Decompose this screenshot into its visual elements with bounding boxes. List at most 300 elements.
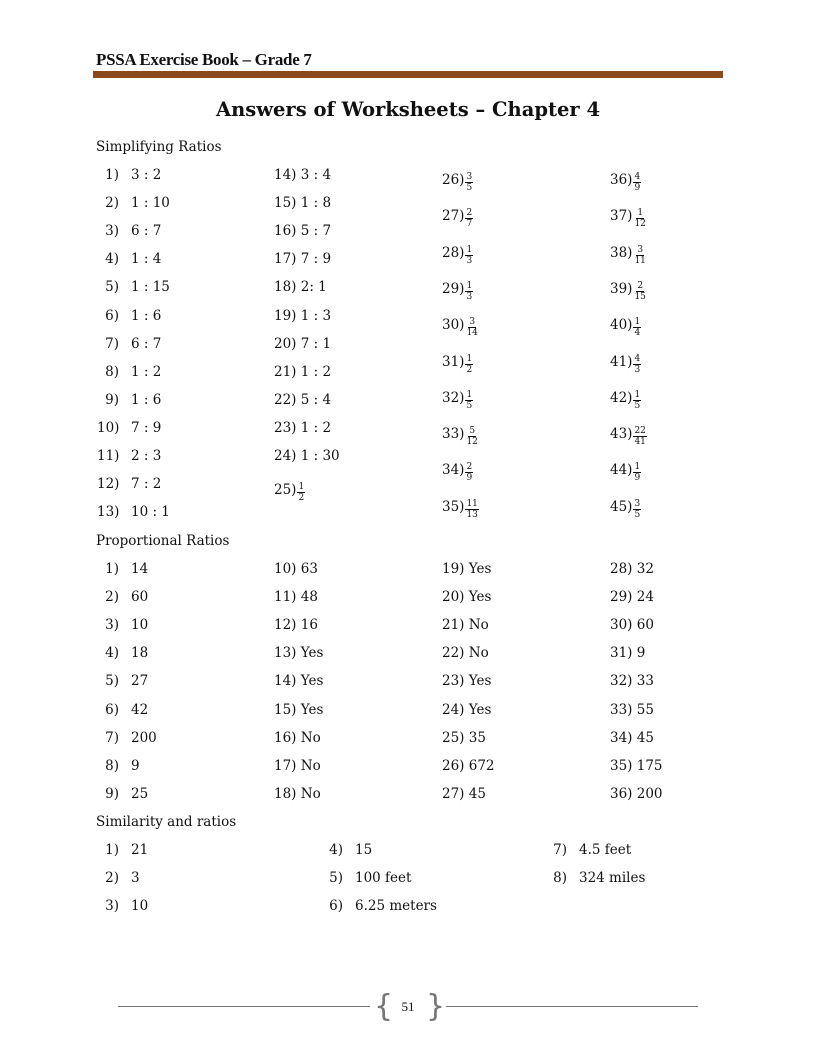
answer-number: 3): [105, 617, 119, 634]
answer-number: 6): [105, 701, 119, 718]
answer-fraction: [465, 354, 473, 375]
answer-item: [97, 617, 148, 633]
answer-item: [274, 308, 331, 324]
answer-value: Yes: [468, 589, 492, 606]
fraction-numerator: 2: [466, 208, 473, 219]
answer-item: [97, 561, 148, 577]
answer-value: 48: [300, 589, 318, 606]
answer-value: 9: [131, 757, 140, 774]
answer-number: 17): [274, 251, 297, 268]
answer-value: 1 : 30: [300, 448, 340, 464]
answer-item: [97, 673, 148, 689]
fraction-denominator: 9: [634, 183, 641, 193]
fraction-numerator: 3: [637, 244, 644, 255]
answer-value: No: [468, 645, 489, 662]
answer-value: 33: [636, 673, 654, 690]
answer-fraction: [633, 354, 641, 375]
answer-item: [97, 195, 170, 211]
answer-value: 3: [131, 870, 140, 887]
fraction-numerator: 3: [466, 172, 473, 182]
answer-number: 18): [274, 785, 297, 802]
answer-value: 63: [300, 561, 318, 577]
fraction-numerator: 4: [634, 353, 641, 364]
answer-number: 28): [610, 561, 633, 577]
answer-number: 11): [274, 589, 297, 606]
answer-item: [442, 170, 473, 191]
answer-item: [442, 388, 473, 409]
answer-value: 1 : 6: [131, 307, 162, 324]
answer-item: [321, 842, 372, 858]
answer-number: 19): [274, 307, 297, 324]
footer-left-bracket-icon: {: [374, 989, 394, 1024]
answer-fraction: [633, 499, 641, 520]
answer-value: 21: [131, 842, 149, 858]
fraction-numerator: 2: [466, 462, 473, 473]
answer-item: [97, 251, 161, 267]
fraction-denominator: 11: [634, 255, 646, 266]
answer-number: 12): [97, 476, 120, 493]
answer-item: [442, 758, 495, 774]
answer-number: 5): [105, 673, 119, 690]
answer-value: Yes: [300, 673, 324, 690]
answer-number: 2): [105, 870, 119, 887]
answer-number: 39): [610, 280, 633, 297]
answer-number: 3): [105, 898, 119, 915]
fraction-numerator: 1: [466, 353, 473, 364]
section-title-proportional: Proportional Ratios: [96, 533, 230, 549]
footer-right-bracket-icon: }: [426, 989, 446, 1024]
answer-item: [321, 898, 437, 914]
answer-number: 21): [442, 617, 465, 634]
fraction-denominator: 15: [634, 291, 646, 302]
fraction-denominator: 7: [466, 219, 473, 230]
answer-value: 7 : 1: [300, 335, 332, 352]
answer-value: 16: [300, 617, 318, 634]
answer-item: [97, 758, 140, 774]
answer-number: 13): [274, 645, 297, 662]
answer-item: [97, 589, 148, 605]
answer-value: 3 : 2: [131, 167, 162, 183]
answer-item: [610, 617, 654, 633]
fraction-denominator: 3: [466, 255, 473, 266]
answer-item: [442, 645, 489, 661]
answer-item: [545, 842, 631, 858]
answer-value: 5 : 4: [300, 391, 332, 408]
answer-item: [274, 702, 323, 718]
answer-value: 14: [131, 561, 149, 577]
answer-value: 5 : 7: [300, 223, 332, 240]
answer-value: 55: [636, 701, 654, 718]
answer-item: [274, 336, 331, 352]
answer-fraction: [465, 390, 473, 411]
answer-item: [274, 645, 323, 661]
answer-value: 1 : 2: [300, 419, 332, 436]
answer-item: [442, 497, 479, 518]
answer-number: 30): [610, 617, 633, 634]
section-title-simplifying: Simplifying Ratios: [96, 139, 222, 155]
answer-item: [274, 480, 305, 501]
answer-fraction: [465, 317, 478, 338]
answer-fraction: [633, 317, 641, 338]
answer-number: 38): [610, 244, 633, 261]
answer-fraction: [465, 499, 478, 520]
fraction-denominator: 14: [466, 328, 478, 339]
answer-item: [274, 786, 321, 802]
answer-number: 8): [105, 757, 119, 774]
answer-value: 35: [468, 729, 486, 746]
answer-item: [97, 476, 161, 492]
fraction-numerator: 1: [298, 482, 305, 492]
answer-value: 324 miles: [579, 870, 646, 887]
answer-fraction: [633, 208, 646, 229]
answer-number: 20): [442, 589, 465, 606]
answer-item: [274, 758, 321, 774]
answer-number: 37): [610, 208, 633, 225]
answer-item: [274, 673, 323, 689]
answer-value: 45: [636, 729, 654, 746]
answer-value: 25: [131, 785, 149, 802]
fraction-numerator: 1: [466, 280, 473, 291]
answer-value: Yes: [468, 701, 492, 718]
fraction-numerator: 1: [634, 389, 641, 400]
answer-fraction: [633, 462, 641, 483]
answer-number: 8): [105, 363, 119, 380]
answer-number: 18): [274, 279, 297, 296]
answer-number: 25): [274, 482, 297, 498]
answer-value: 18: [131, 645, 149, 662]
answer-item: [610, 758, 663, 774]
answer-number: 2): [105, 589, 119, 606]
answer-number: 16): [274, 223, 297, 240]
answer-item: [274, 223, 331, 239]
answer-number: 8): [553, 870, 567, 887]
answer-value: 1 : 8: [300, 195, 332, 212]
answer-item: [610, 645, 645, 661]
answer-number: 44): [610, 462, 633, 479]
answer-item: [442, 424, 479, 448]
answer-fraction: [465, 426, 478, 447]
answer-number: 6): [329, 898, 343, 915]
answer-number: 7): [105, 335, 119, 352]
answer-fraction: [465, 208, 473, 229]
answer-value: 200: [636, 785, 663, 802]
answer-value: 9: [636, 645, 646, 662]
answer-value: 1 : 10: [131, 195, 170, 212]
answer-value: 4.5 feet: [579, 842, 632, 858]
answer-number: 9): [105, 785, 119, 802]
answer-value: Yes: [300, 701, 324, 718]
answer-value: No: [300, 757, 321, 774]
answer-item: [610, 673, 654, 689]
answer-fraction: [633, 281, 646, 302]
answer-number: 20): [274, 335, 297, 352]
answer-item: [97, 730, 157, 746]
fraction-numerator: 1: [637, 208, 644, 219]
answer-item: [274, 420, 331, 436]
answer-value: 15: [355, 842, 373, 858]
answer-item: [610, 497, 641, 518]
answer-value: 175: [636, 757, 663, 774]
answer-number: 10): [274, 561, 297, 577]
answer-number: 1): [105, 167, 119, 183]
answer-number: 1): [105, 842, 119, 858]
answer-value: 10 : 1: [131, 504, 170, 521]
answer-value: 60: [131, 589, 149, 606]
fraction-numerator: 11: [466, 498, 478, 509]
answer-item: [274, 617, 318, 633]
header-title: PSSA Exercise Book – Grade 7: [96, 50, 312, 69]
fraction-denominator: 4: [634, 328, 641, 339]
answer-number: 25): [442, 729, 465, 746]
answer-item: [274, 448, 340, 464]
answer-item: [97, 364, 161, 380]
answer-number: 27): [442, 208, 465, 225]
answer-item: [610, 730, 654, 746]
answer-number: 4): [105, 645, 119, 662]
answer-value: 1 : 2: [131, 363, 162, 380]
answer-item: [97, 308, 161, 324]
answer-value: 27: [131, 673, 149, 690]
answer-number: 36): [610, 172, 633, 188]
answer-number: 24): [274, 448, 297, 464]
answer-number: 4): [105, 251, 119, 268]
page-number: 51: [401, 999, 415, 1014]
answer-number: 31): [610, 645, 633, 662]
answer-number: 32): [442, 389, 465, 406]
fraction-denominator: 3: [634, 364, 641, 375]
answer-number: 14): [274, 167, 297, 183]
answer-number: 33): [610, 701, 633, 718]
fraction-denominator: 2: [466, 364, 473, 375]
answer-item: [97, 336, 161, 352]
answer-number: 34): [442, 462, 465, 479]
answer-item: [97, 223, 161, 239]
fraction-denominator: 12: [466, 437, 478, 448]
answer-number: 22): [274, 391, 297, 408]
answer-value: No: [300, 785, 321, 802]
answer-item: [274, 251, 331, 267]
answer-item: [442, 589, 491, 605]
answer-value: 10: [131, 898, 149, 915]
answer-value: 672: [468, 757, 495, 774]
answer-number: 17): [274, 757, 297, 774]
answer-fraction: [633, 245, 646, 266]
answer-item: [442, 206, 473, 230]
answer-fraction: [465, 245, 473, 266]
answer-value: Yes: [300, 645, 324, 662]
answer-fraction: [297, 482, 305, 503]
fraction-numerator: 1: [466, 389, 473, 400]
answer-value: 1 : 6: [131, 391, 162, 408]
answer-fraction: [633, 390, 641, 411]
answer-item: [610, 170, 641, 191]
fraction-numerator: 3: [469, 317, 476, 328]
answer-number: 12): [274, 617, 297, 634]
answer-number: 27): [442, 785, 465, 802]
answer-number: 35): [610, 757, 633, 774]
answer-number: 26): [442, 757, 465, 774]
answer-value: 6.25 meters: [355, 898, 437, 915]
answer-item: [610, 561, 654, 577]
answer-number: 15): [274, 195, 297, 212]
answer-item: [610, 352, 641, 373]
answer-item: [274, 167, 331, 183]
answer-item: [97, 392, 161, 408]
fraction-denominator: 12: [634, 219, 646, 230]
answer-value: 1 : 15: [131, 279, 170, 296]
answer-number: 31): [442, 353, 465, 370]
answer-value: No: [468, 617, 489, 634]
answer-fraction: [633, 426, 646, 447]
answer-value: 42: [131, 701, 149, 718]
answer-item: [97, 702, 148, 718]
answer-number: 43): [610, 426, 633, 443]
answer-number: 23): [274, 419, 297, 436]
answer-number: 3): [105, 223, 119, 240]
answer-number: 29): [610, 589, 633, 606]
answer-item: [442, 352, 473, 373]
answer-item: [442, 730, 486, 746]
answer-number: 16): [274, 729, 297, 746]
answer-number: 36): [610, 785, 633, 802]
fraction-numerator: 4: [634, 172, 641, 182]
answer-fraction: [465, 281, 473, 302]
fraction-numerator: 2: [637, 280, 644, 291]
answer-fraction: [465, 462, 473, 483]
answer-item: [274, 730, 321, 746]
answer-item: [274, 561, 318, 577]
answer-value: No: [300, 729, 321, 746]
answer-item: [274, 195, 331, 211]
footer-rule-left: [118, 1006, 370, 1007]
answer-item: [610, 206, 647, 230]
fraction-denominator: 2: [298, 493, 305, 503]
fraction-denominator: 3: [466, 291, 473, 302]
answer-value: 200: [131, 729, 157, 746]
answer-number: 32): [610, 673, 633, 690]
answer-item: [274, 589, 318, 605]
answer-number: 14): [274, 673, 297, 690]
answer-number: 41): [610, 353, 633, 370]
answer-value: 1 : 4: [131, 251, 162, 268]
answer-value: 100 feet: [355, 870, 412, 887]
answer-number: 29): [442, 280, 465, 297]
page-title: Answers of Worksheets – Chapter 4: [215, 98, 601, 121]
answer-item: [97, 786, 148, 802]
footer-rule-right: [446, 1006, 698, 1007]
answer-item: [97, 448, 161, 464]
answer-number: 4): [329, 842, 343, 858]
answer-number: 33): [442, 426, 465, 443]
answer-item: [610, 589, 654, 605]
answer-item: [442, 786, 486, 802]
answer-item: [442, 617, 489, 633]
fraction-numerator: 3: [634, 498, 641, 509]
answer-number: 13): [97, 504, 120, 521]
answer-number: 7): [105, 729, 119, 746]
answer-number: 42): [610, 389, 633, 406]
answer-value: 32: [636, 561, 654, 577]
answer-number: 21): [274, 363, 297, 380]
answer-item: [610, 279, 647, 300]
fraction-denominator: 5: [466, 400, 473, 411]
answer-item: [442, 460, 473, 484]
answer-number: 28): [442, 244, 465, 261]
answer-number: 7): [553, 842, 567, 858]
answer-number: 19): [442, 561, 465, 577]
answer-value: 6 : 7: [131, 335, 162, 352]
answer-number: 10): [97, 419, 120, 436]
fraction-numerator: 1: [466, 244, 473, 255]
answer-value: 45: [468, 785, 486, 802]
answer-item: [442, 561, 491, 577]
fraction-numerator: 22: [634, 426, 646, 437]
answer-item: [610, 702, 654, 718]
fraction-numerator: 1: [634, 462, 641, 473]
answer-item: [97, 645, 148, 661]
fraction-denominator: 13: [466, 509, 478, 520]
answer-item: [97, 898, 148, 914]
answer-number: 45): [610, 498, 633, 515]
answer-item: [442, 279, 473, 300]
answer-number: 1): [105, 561, 119, 577]
answer-item: [274, 364, 331, 380]
answer-value: 24: [636, 589, 654, 606]
answer-value: 3 : 4: [300, 167, 332, 183]
answer-value: 1 : 2: [300, 363, 332, 380]
answer-number: 34): [610, 729, 633, 746]
fraction-denominator: 5: [634, 400, 641, 411]
answer-fraction: [465, 172, 473, 193]
answer-number: 24): [442, 701, 465, 718]
answer-item: [97, 842, 148, 858]
answer-item: [442, 673, 491, 689]
answer-item: [610, 424, 647, 448]
answer-number: 9): [105, 391, 119, 408]
answer-value: 2: 1: [300, 279, 327, 296]
answer-value: 10: [131, 617, 149, 634]
fraction-denominator: 9: [634, 473, 641, 484]
answer-number: 6): [105, 307, 119, 324]
answer-item: [97, 504, 170, 520]
fraction-denominator: 5: [634, 509, 641, 520]
answer-number: 30): [442, 317, 465, 334]
answer-number: 40): [610, 317, 633, 334]
answer-value: Yes: [468, 561, 492, 577]
answer-number: 22): [442, 645, 465, 662]
answer-item: [610, 243, 647, 264]
answer-item: [610, 388, 641, 409]
answer-value: 7 : 9: [300, 251, 332, 268]
answer-item: [442, 315, 479, 339]
section-title-similarity: Similarity and ratios: [96, 814, 237, 830]
header-rule: [93, 71, 723, 78]
answer-item: [97, 870, 140, 886]
answer-item: [610, 460, 641, 484]
answer-item: [274, 392, 331, 408]
answer-value: 7 : 9: [131, 419, 162, 436]
answer-number: 2): [105, 195, 119, 212]
answer-item: [274, 279, 327, 295]
fraction-numerator: 5: [469, 426, 476, 437]
answer-value: 60: [636, 617, 654, 634]
answer-number: 26): [442, 172, 465, 188]
answer-item: [97, 420, 161, 436]
answer-number: 5): [105, 279, 119, 296]
answer-number: 15): [274, 701, 297, 718]
answer-item: [97, 279, 170, 295]
answer-item: [321, 870, 411, 886]
